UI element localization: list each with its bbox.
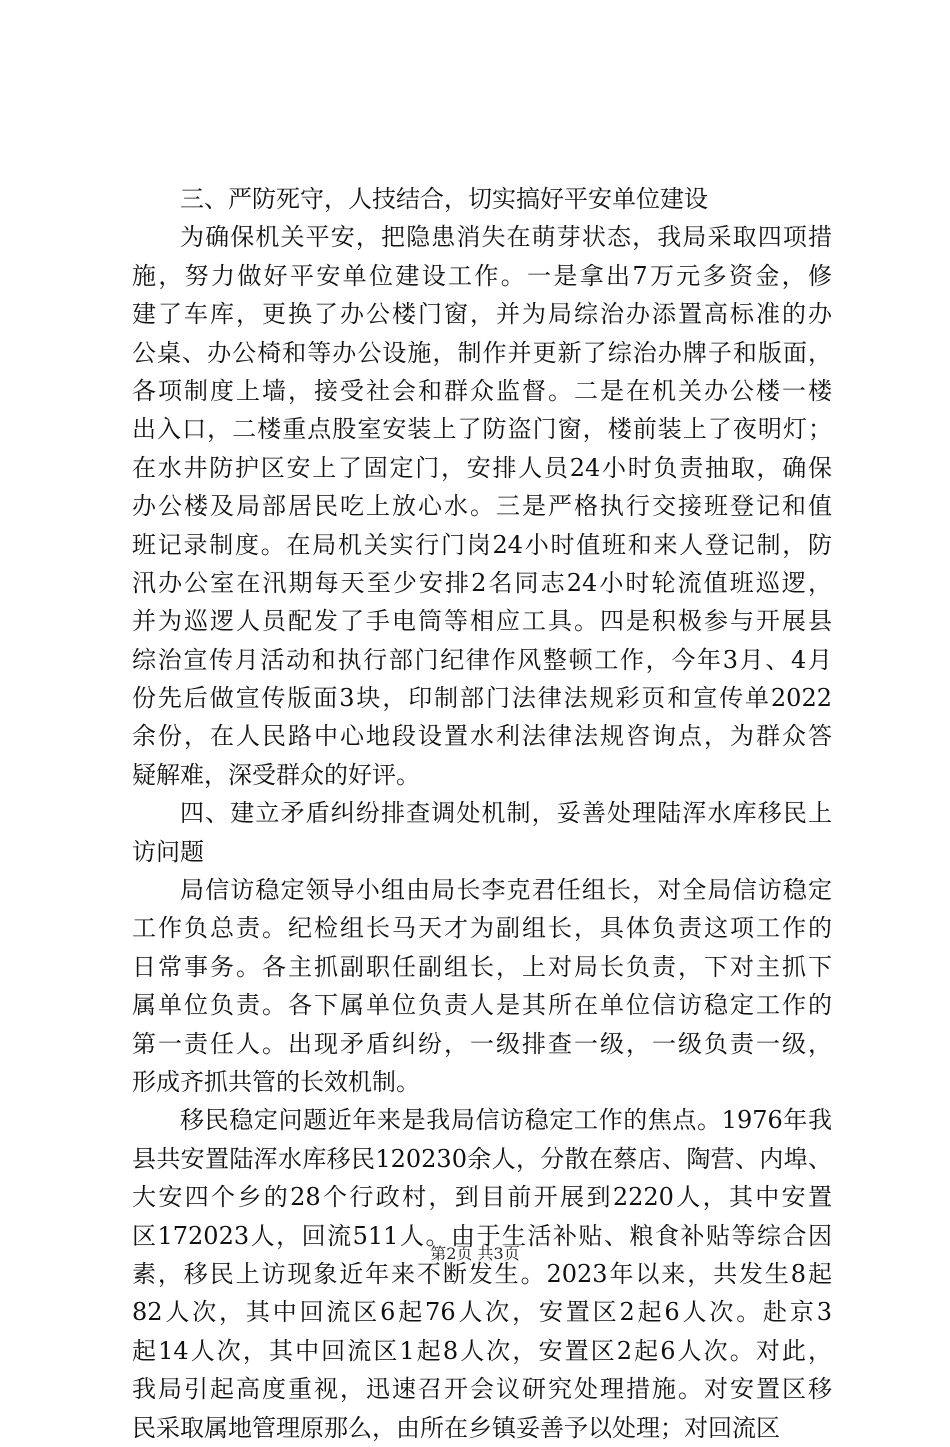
paragraph (132, 1101, 832, 1447)
text-line: 综治宣传月活动和执行部门纪律作风整顿工作，今年3月、4月 (132, 645, 832, 674)
text-line: 汛办公室在汛期每天至少安排2名同志24小时轮流值班巡逻， (132, 568, 832, 597)
text-line: 三、严防死守，人技结合，切实搞好平安单位建设 (180, 185, 708, 213)
paragraph (132, 871, 832, 1101)
text-line: 局信访稳定领导小组由局长李克君任组长，对全局信访稳定 (180, 876, 832, 905)
text-line: 区172023人，回流511人。由于生活补贴、粮食补贴等综合因 (132, 1221, 832, 1250)
text-line: 出入口，二楼重点股室安装上了防盗门窗，楼前装上了夜明灯； (132, 415, 832, 444)
text-line: 并为巡逻人员配发了手电筒等相应工具。四是积极参与开展县 (132, 607, 832, 636)
text-line: 访问题 (132, 837, 204, 866)
text-line: 属单位负责。各下属单位负责人是其所在单位信访稳定工作的 (132, 991, 832, 1020)
text-line: 疑解难，深受群众的好评。 (132, 760, 420, 789)
text-line: 形成齐抓共管的长效机制。 (132, 1067, 420, 1096)
text-line: 公桌、办公椅和等办公设施，制作并更新了综治办牌子和版面， (132, 338, 832, 367)
text-line: 县共安置陆浑水库移民120230余人，分散在蔡店、陶营、内埠、 (132, 1144, 832, 1173)
text-line: 起14人次，其中回流区1起8人次，安置区2起6人次。对此， (132, 1336, 832, 1365)
text-line: 办公楼及局部居民吃上放心水。三是严格执行交接班登记和值 (132, 492, 832, 521)
text-line: 第一责任人。出现矛盾纠纷，一级排查一级，一级负责一级， (132, 1029, 832, 1058)
paragraph (132, 218, 832, 794)
text-line: 素，移民上访现象近年来不断发生。2023年以来，共发生8起 (132, 1259, 832, 1288)
text-line: 我局引起高度重视，迅速召开会议研究处理措施。对安置区移 (132, 1375, 832, 1404)
text-line: 工作负总责。纪检组长马天才为副组长，具体负责这项工作的 (132, 914, 832, 943)
text-line: 日常事务。各主抓副职任副组长，上对局长负责，下对主抓下 (132, 952, 832, 981)
text-line: 在水井防护区安上了固定门，安排人员24小时负责抽取，确保 (132, 453, 832, 482)
text-line: 建了车库，更换了办公楼门窗，并为局综治办添置高标准的办 (132, 300, 832, 329)
paragraph (132, 180, 832, 218)
paragraph (132, 794, 832, 871)
text-line: 余份，在人民路中心地段设置水利法律法规咨询点，为群众答 (132, 722, 832, 751)
text-line: 为确保机关平安，把隐患消失在萌芽状态，我局采取四项措 (180, 223, 832, 252)
text-line: 民采取属地管理原那么，由所在乡镇妥善予以处理；对回流区 (132, 1413, 780, 1442)
text-line: 份先后做宣传版面3块，印制部门法律法规彩页和宣传单2022 (132, 684, 832, 713)
text-line: 82人次，其中回流区6起76人次，安置区2起6人次。赴京3 (132, 1298, 832, 1327)
text-line: 大安四个乡的28个行政村，到目前开展到2220人，其中安置 (132, 1183, 832, 1212)
text-line: 班记录制度。在局机关实行门岗24小时值班和来人登记制，防 (132, 530, 832, 559)
text-line: 各项制度上墙，接受社会和群众监督。二是在机关办公楼一楼 (132, 376, 832, 405)
text-line: 施，努力做好平安单位建设工作。一是拿出7万元多资金，修 (132, 261, 832, 290)
page-footer: 第2页 共3页 (430, 1244, 520, 1263)
text-line: 四、建立矛盾纠纷排查调处机制，妥善处理陆浑水库移民上 (180, 799, 832, 828)
text-line: 移民稳定问题近年来是我局信访稳定工作的焦点。1976年我 (180, 1106, 832, 1135)
